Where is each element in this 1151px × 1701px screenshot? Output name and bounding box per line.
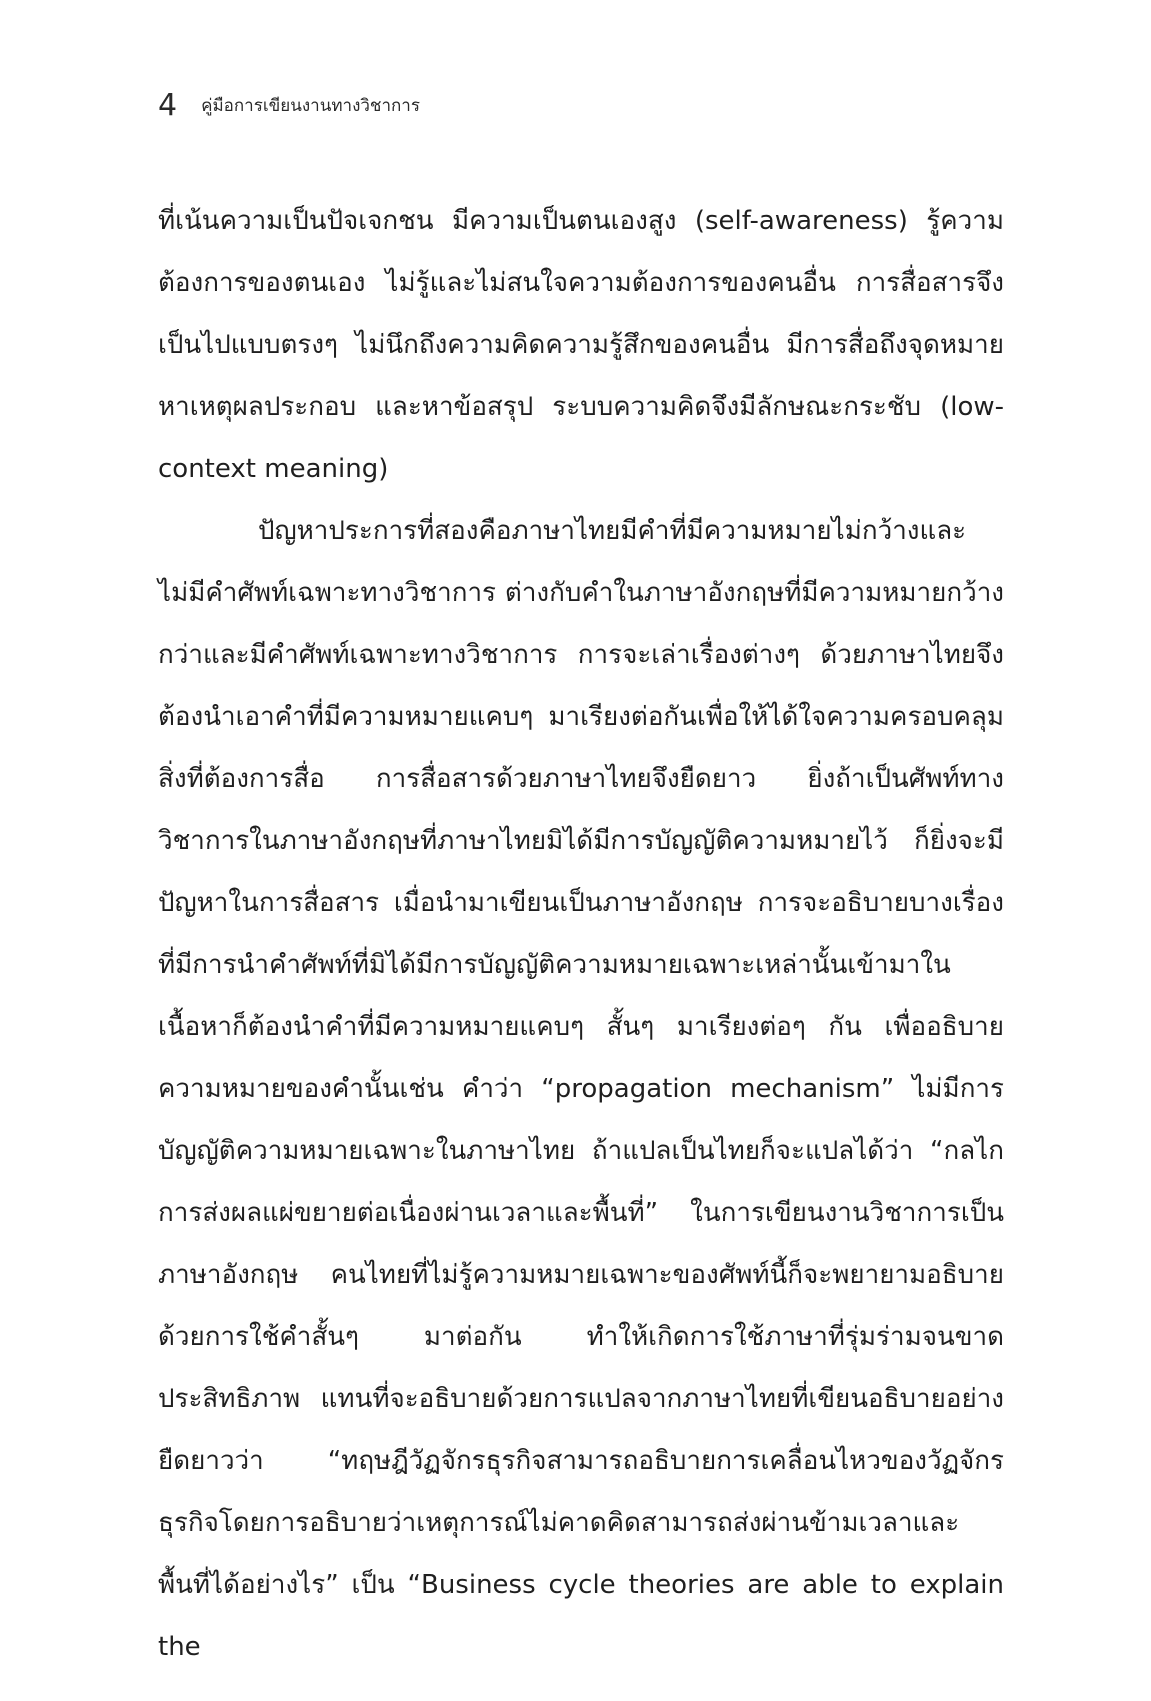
paragraph-continued: ที่เน้นความเป็นปัจเจกชน มีความเป็นตนเองสูง (self-awareness) รู้ความต้องการของตนเอง ไม่รู้และไม่สนใจความต้องการของคนอื่น การสื่อสารจึงเป็นไปแบบตรงๆ ไม่นึกถึงความคิดความรู้สึกของคนอื่น มีการสื่อถึงจุดหมาย หาเหตุผลประกอบ และหาข้อสรุป ระบบความคิดจึงมีลักษณะกระชับ (low-context meaning) [158,206,1004,484]
page-number: 4 [158,88,178,123]
body-text [158,190,1004,1678]
paragraph-second-problem: ปัญหาประการที่สองคือภาษาไทยมีคำที่มีความหมายไม่กว้างและไม่มีคำศัพท์เฉพาะทางวิชาการ ต่างกับคำในภาษาอังกฤษที่มีความหมายกว้างกว่าและมีคำศัพท์เฉพาะทางวิชาการ การจะเล่าเรื่องต่างๆ ด้วยภาษาไทยจึงต้องนำเอาคำที่มีความหมายแคบๆ มาเรียงต่อกันเพื่อให้ได้ใจความครอบคลุมสิ่งที่ต้องการสื่อ การสื่อสารด้วยภาษาไทยจึงยืดยาว ยิ่งถ้าเป็นศัพท์ทางวิชาการในภาษาอังกฤษที่ภาษาไทยมิได้มีการบัญญัติความหมายไว้ ก็ยิ่งจะมีปัญหาในการสื่อสาร เมื่อนำมาเขียนเป็นภาษาอังกฤษ การจะอธิบายบางเรื่องที่มีการนำคำศัพท์ที่มิได้มีการบัญญัติความหมายเฉพาะเหล่านั้นเข้ามาในเนื้อหาก็ต้องนำคำที่มีความหมายแคบๆ สั้นๆ มาเรียงต่อๆ กัน เพื่ออธิบายความหมายของคำนั้นเช่น คำว่า “propagation mechanism” ไม่มีการบัญญัติความหมายเฉพาะในภาษาไทย ถ้าแปลเป็นไทยก็จะแปลได้ว่า “กลไกการส่งผลแผ่ขยายต่อเนื่องผ่านเวลาและพื้นที่” ในการเขียนงานวิชาการเป็นภาษาอังกฤษ คนไทยที่ไม่รู้ความหมายเฉพาะของศัพท์นี้ก็จะพยายามอธิบายด้วยการใช้คำสั้นๆ มาต่อกัน ทำให้เกิดการใช้ภาษาที่รุ่มร่ามจนขาดประสิทธิภาพ แทนที่จะอธิบายด้วยการแปลจากภาษาไทยที่เขียนอธิบายอย่างยืดยาวว่า “ทฤษฎีวัฏจักรธุรกิจสามารถอธิบายการเคลื่อนไหวของวัฏจักรธุรกิจโดยการอธิบายว่าเหตุการณ์ไม่คาดคิดสามารถส่งผ่านข้ามเวลาและพื้นที่ได้อย่างไร” เป็น “Business cycle theories are able to explain the [158,516,1004,1662]
running-title: คู่มือการเขียนงานทางวิชาการ [201,96,420,116]
page-header [158,86,420,126]
